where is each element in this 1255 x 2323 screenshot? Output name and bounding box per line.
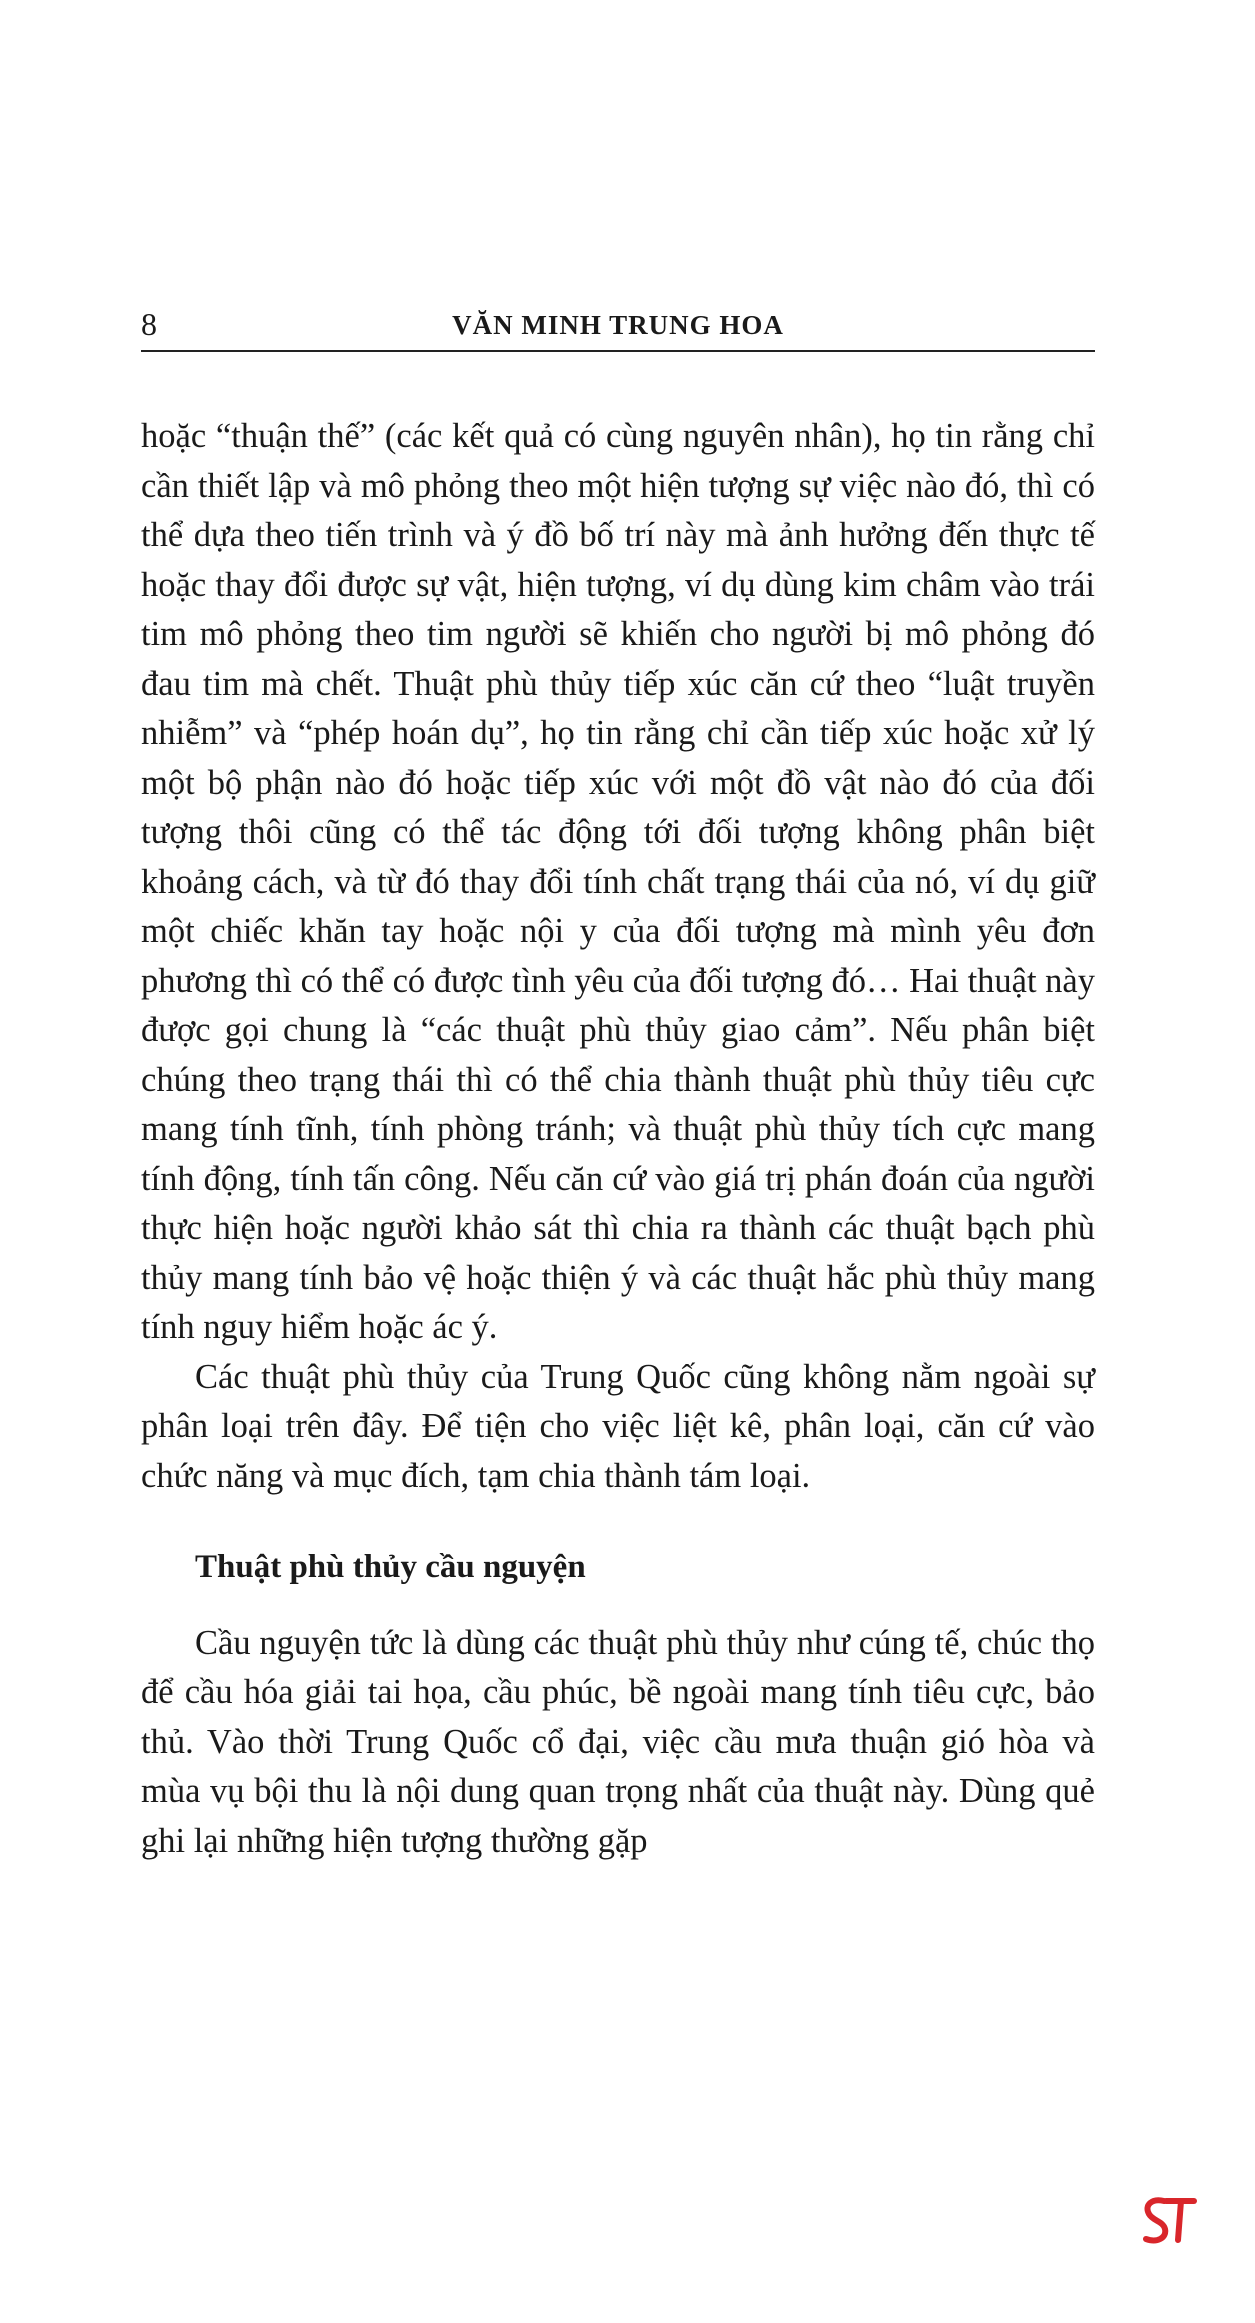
running-title: VĂN MINH TRUNG HOA bbox=[452, 310, 784, 340]
page-header bbox=[141, 302, 1095, 352]
publisher-logo-icon bbox=[1138, 2192, 1198, 2250]
page-number: 8 bbox=[141, 306, 157, 342]
paragraph: Cầu nguyện tức là dùng các thuật phù thủy như cúng tế, chúc thọ để cầu hóa giải tai họa, cầu phúc, bề ngoài mang tính tiêu cực, bảo thủ. Vào thời Trung Quốc cổ đại, việc cầu mưa thuận gió hòa và mùa vụ bội thu là nội dung quan trọng nhất của thuật này. Dùng quẻ ghi lại những hiện tượng thường gặp bbox=[141, 1623, 1095, 1860]
paragraph-continued: hoặc “thuận thế” (các kết quả có cùng nguyên nhân), họ tin rằng chỉ cần thiết lập và mô phỏng theo một hiện tượng sự việc nào đó, thì có thể dựa theo tiến trình và ý đồ bố trí này mà ảnh hưởng đến thực tế hoặc thay đổi được sự vật, hiện tượng, ví dụ dùng kim châm vào trái tim mô phỏng theo tim người sẽ khiến cho người bị mô phỏng đó đau tim mà chết. Thuật phù thủy tiếp xúc căn cứ theo “luật truyền nhiễm” và “phép hoán dụ”, họ tin rằng chỉ cần tiếp xúc hoặc xử lý một bộ phận nào đó hoặc tiếp xúc với một đồ vật nào đó của đối tượng thôi cũng có thể tác động tới đối tượng không phân biệt khoảng cách, và từ đó thay đổi tính chất trạng thái của nó, ví dụ giữ một chiếc khăn tay hoặc nội y của đối tượng mà mình yêu đơn phương thì có thể có được tình yêu của đối tượng đó… Hai thuật này được gọi chung là “các thuật phù thủy giao cảm”. Nếu phân biệt chúng theo trạng thái thì có thể chia thành thuật phù thủy tiêu cực mang tính tĩnh, tính phòng tránh; và thuật phù thủy tích cực mang tính động, tính tấn công. Nếu căn cứ vào giá trị phán đoán của người thực hiện hoặc người khảo sát thì chia ra thành các thuật bạch phù thủy mang tính bảo vệ hoặc thiện ý và các thuật hắc phù thủy mang tính nguy hiểm hoặc ác ý. bbox=[141, 417, 1095, 1346]
section-heading: Thuật phù thủy cầu nguyện bbox=[195, 1549, 586, 1585]
paragraph: Các thuật phù thủy của Trung Quốc cũng không nằm ngoài sự phân loại trên đây. Để tiện cho việc liệt kê, phân loại, căn cứ vào chức năng và mục đích, tạm chia thành tám loại. bbox=[141, 1357, 1095, 1495]
page-body bbox=[141, 412, 1095, 1866]
